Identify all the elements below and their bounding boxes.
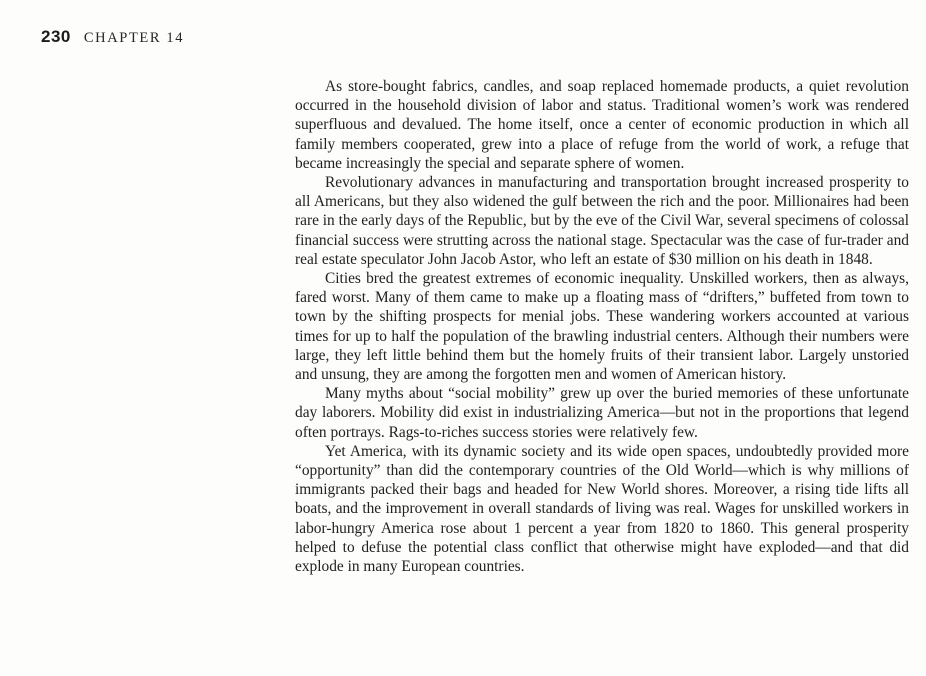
paragraph-household-revolution: As store-bought fabrics, candles, and soap replaced homemade products, a quiet revolution occurred in the household division of labor and status. Traditional women’s work was rendered superfluous and devalued. The home itself, once a center of economic production in which all family members cooperated, grew into a place of refuge from the world of work, a refuge that became increasingly the special and separate sphere of women.: [295, 78, 909, 172]
body-text-column: [295, 77, 909, 576]
chapter-label: CHAPTER 14: [83, 30, 185, 46]
paragraph-rich-and-poor: Revolutionary advances in manufacturing and transportation brought increased prosperity to all Americans, but they also widened the gulf between the rich and the poor. Millionaires had been rare in the early days of the Republic, but by the eve of the Civil War, several specimens of colossal financial success were strutting across the national stage. Spectacular was the case of fur-trader and real estate speculator John Jacob Astor, who left an estate of $30 million on his death in 1848.: [295, 174, 909, 268]
paragraph-drifters: Cities bred the greatest extremes of economic inequality. Unskilled workers, then as always, fared worst. Many of them came to make up a floating mass of “drifters,” buffeted from town to town by the shifting prospects for menial jobs. These wandering workers accounted at various times for up to half the population of the brawling industrial centers. Although their numbers were large, they left little behind them but the homely fruits of their transient labor. Largely unstoried and unsung, they are among the forgotten men and women of American history.: [295, 270, 909, 384]
page-header: [41, 27, 184, 47]
page-number: 230: [41, 27, 71, 46]
paragraph-social-mobility-myths: Many myths about “social mobility” grew up over the buried memories of these unfortunate day laborers. Mobility did exist in industrializing America—but not in the proportions that legend often portrays. Rags-to-riches success stories were relatively few.: [295, 385, 909, 441]
paragraph-opportunity-new-world: Yet America, with its dynamic society and its wide open spaces, undoubtedly provided more “opportunity” than did the contemporary countries of the Old World—which is why millions of immigrants packed their bags and headed for New World shores. Moreover, a rising tide lifts all boats, and the improvement in overall standards of living was real. Wages for unskilled workers in labor-hungry America rose about 1 percent a year from 1820 to 1860. This general prosperity helped to defuse the potential class conflict that otherwise might have exploded—and that did explode in many European countries.: [295, 442, 909, 576]
